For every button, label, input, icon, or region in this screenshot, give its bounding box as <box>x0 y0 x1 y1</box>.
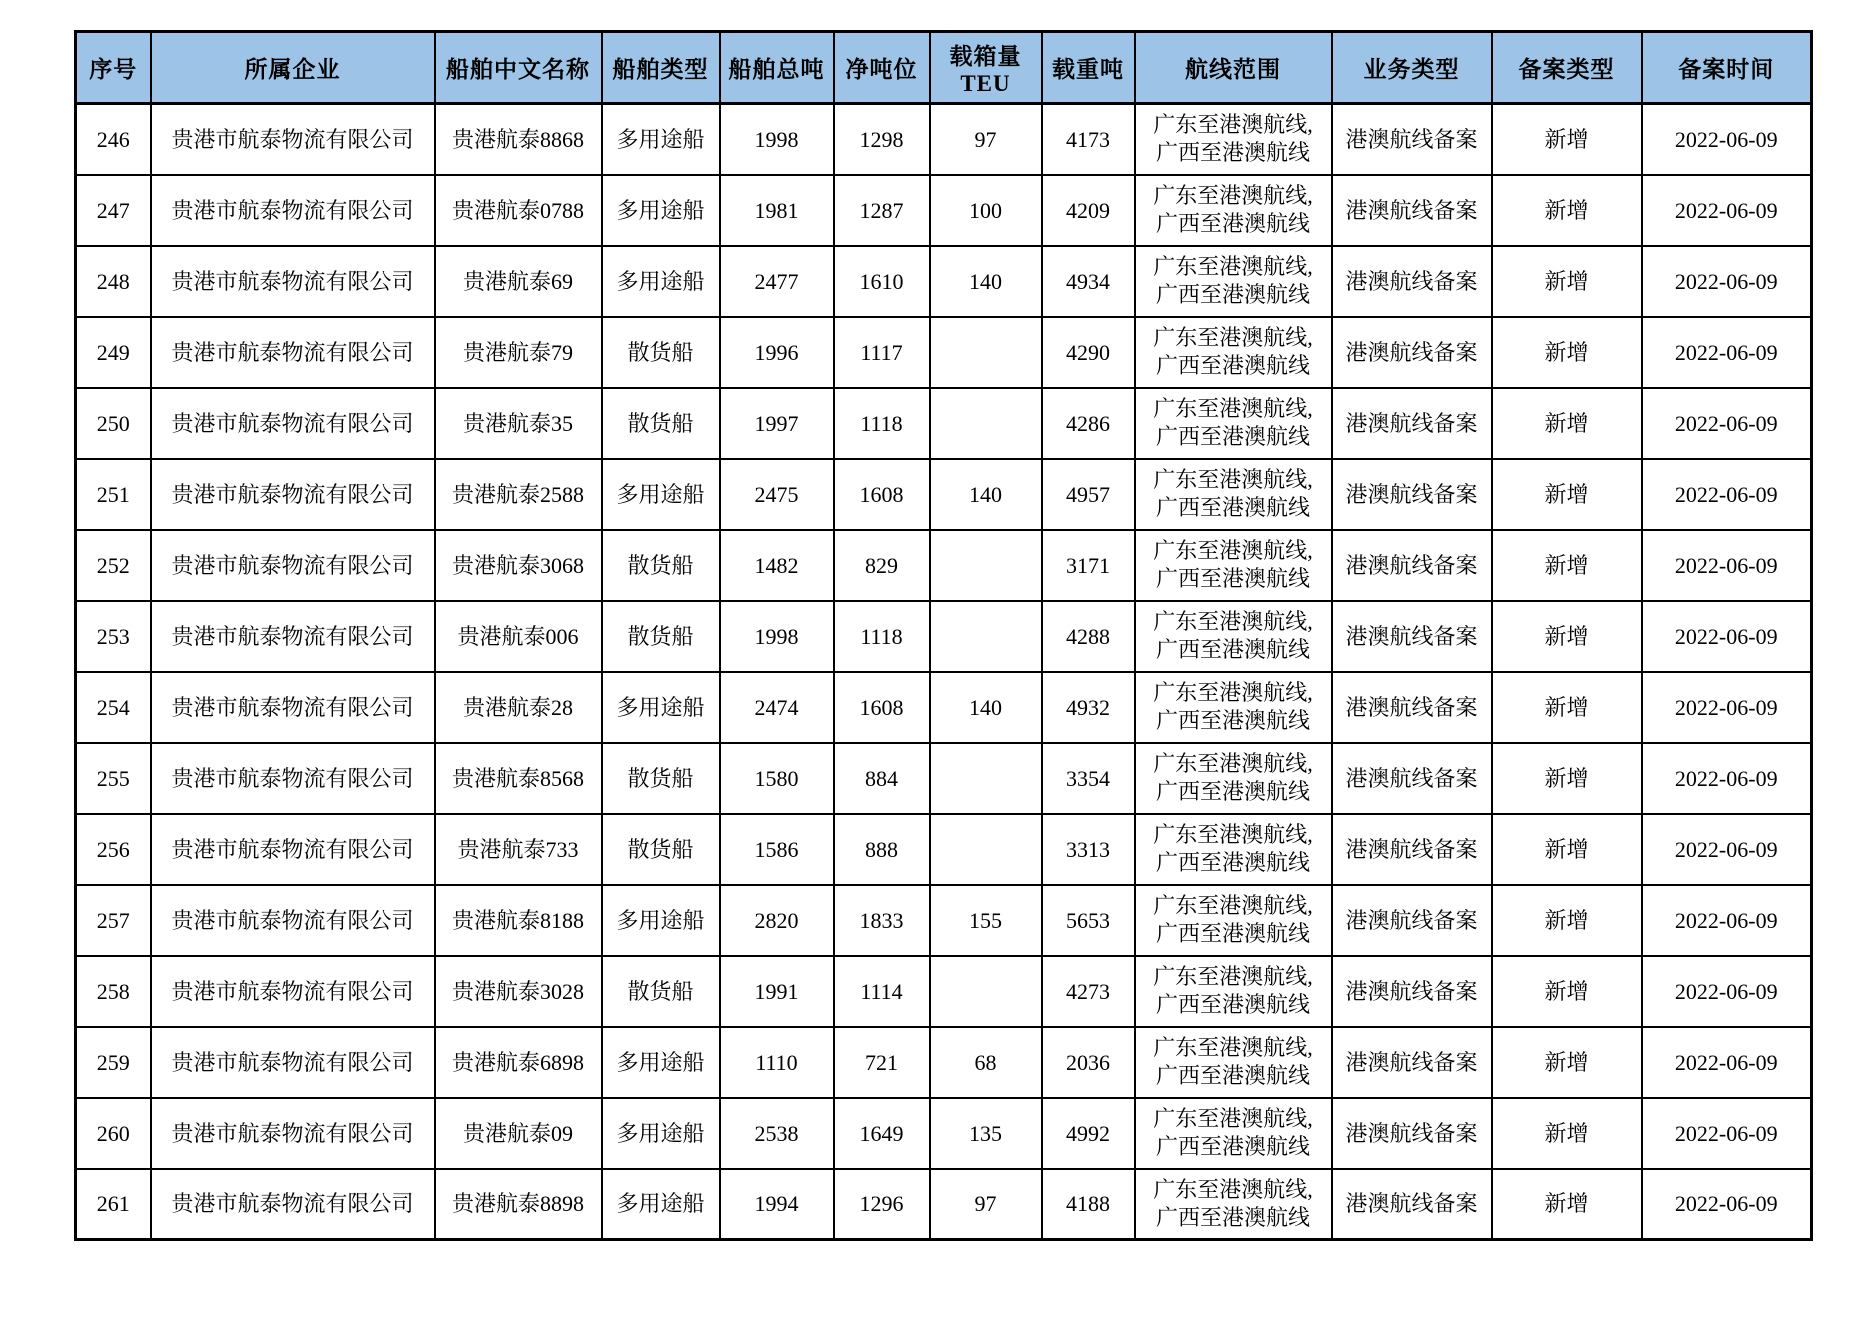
cell-seq: 248 <box>76 246 151 317</box>
cell-business-type: 港澳航线备案 <box>1332 814 1492 885</box>
route-line-2: 广西至港澳航线 <box>1155 921 1310 946</box>
cell-ship-type: 散货船 <box>602 317 720 388</box>
cell-ship-name: 贵港航泰3068 <box>435 530 602 601</box>
col-header-business-type: 业务类型 <box>1332 32 1492 104</box>
route-line-2: 广西至港澳航线 <box>1155 424 1310 449</box>
cell-deadweight: 4934 <box>1042 246 1135 317</box>
route-line-1: 广东至港澳航线, <box>1153 467 1313 492</box>
cell-filing-type: 新增 <box>1492 1027 1642 1098</box>
cell-ship-type: 多用途船 <box>602 175 720 246</box>
cell-filing-type: 新增 <box>1492 956 1642 1027</box>
cell-company: 贵港市航泰物流有限公司 <box>151 530 435 601</box>
table-row <box>76 1169 1812 1240</box>
cell-filing-type: 新增 <box>1492 601 1642 672</box>
cell-route <box>1135 246 1332 317</box>
ship-filing-table <box>74 30 1813 1241</box>
route-line-2: 广西至港澳航线 <box>1155 708 1310 733</box>
cell-company: 贵港市航泰物流有限公司 <box>151 1027 435 1098</box>
cell-filing-date: 2022-06-09 <box>1642 530 1812 601</box>
cell-route <box>1135 388 1332 459</box>
cell-net-tonnage: 1833 <box>834 885 930 956</box>
route-line-2: 广西至港澳航线 <box>1155 1134 1310 1159</box>
cell-deadweight: 4209 <box>1042 175 1135 246</box>
cell-business-type: 港澳航线备案 <box>1332 1169 1492 1240</box>
col-header-deadweight: 载重吨 <box>1042 32 1135 104</box>
cell-deadweight: 4188 <box>1042 1169 1135 1240</box>
cell-teu <box>930 317 1042 388</box>
cell-teu <box>930 530 1042 601</box>
route-line-1: 广东至港澳航线, <box>1153 751 1313 776</box>
cell-gross-tonnage: 1998 <box>720 104 834 175</box>
cell-route <box>1135 814 1332 885</box>
cell-route <box>1135 956 1332 1027</box>
cell-filing-type: 新增 <box>1492 672 1642 743</box>
cell-company: 贵港市航泰物流有限公司 <box>151 956 435 1027</box>
cell-filing-date: 2022-06-09 <box>1642 1169 1812 1240</box>
route-line-2: 广西至港澳航线 <box>1155 495 1310 520</box>
cell-gross-tonnage: 1482 <box>720 530 834 601</box>
table-row <box>76 459 1812 530</box>
cell-ship-name: 贵港航泰8568 <box>435 743 602 814</box>
route-line-2: 广西至港澳航线 <box>1155 211 1310 236</box>
table-row <box>76 601 1812 672</box>
route-line-2: 广西至港澳航线 <box>1155 1063 1310 1088</box>
cell-company: 贵港市航泰物流有限公司 <box>151 885 435 956</box>
route-line-1: 广东至港澳航线, <box>1153 396 1313 421</box>
route-line-2: 广西至港澳航线 <box>1155 140 1310 166</box>
cell-teu: 135 <box>930 1098 1042 1169</box>
cell-ship-type: 多用途船 <box>602 885 720 956</box>
cell-route <box>1135 530 1332 601</box>
cell-filing-date: 2022-06-09 <box>1642 885 1812 956</box>
route-line-2: 广西至港澳航线 <box>1155 566 1310 591</box>
cell-business-type: 港澳航线备案 <box>1332 175 1492 246</box>
cell-gross-tonnage: 2475 <box>720 459 834 530</box>
table-row <box>76 956 1812 1027</box>
cell-net-tonnage: 1610 <box>834 246 930 317</box>
cell-filing-type: 新增 <box>1492 530 1642 601</box>
col-header-filing-type: 备案类型 <box>1492 32 1642 104</box>
route-line-1: 广东至港澳航线, <box>1153 964 1313 989</box>
cell-filing-type: 新增 <box>1492 814 1642 885</box>
cell-gross-tonnage: 2538 <box>720 1098 834 1169</box>
cell-seq: 261 <box>76 1169 151 1240</box>
cell-seq: 255 <box>76 743 151 814</box>
route-line-2: 广西至港澳航线 <box>1155 779 1310 804</box>
cell-business-type: 港澳航线备案 <box>1332 1027 1492 1098</box>
cell-deadweight: 3171 <box>1042 530 1135 601</box>
cell-teu <box>930 814 1042 885</box>
route-line-1: 广东至港澳航线, <box>1153 1176 1313 1202</box>
cell-route <box>1135 317 1332 388</box>
cell-company: 贵港市航泰物流有限公司 <box>151 317 435 388</box>
cell-seq: 259 <box>76 1027 151 1098</box>
cell-ship-name: 贵港航泰3028 <box>435 956 602 1027</box>
cell-deadweight: 4957 <box>1042 459 1135 530</box>
cell-ship-type: 多用途船 <box>602 246 720 317</box>
route-line-1: 广东至港澳航线, <box>1153 680 1313 705</box>
route-line-1: 广东至港澳航线, <box>1153 893 1313 918</box>
cell-seq: 246 <box>76 104 151 175</box>
cell-filing-type: 新增 <box>1492 317 1642 388</box>
cell-filing-type: 新增 <box>1492 104 1642 175</box>
cell-company: 贵港市航泰物流有限公司 <box>151 814 435 885</box>
cell-ship-type: 散货船 <box>602 743 720 814</box>
col-header-seq: 序号 <box>76 32 151 104</box>
route-line-1: 广东至港澳航线, <box>1153 538 1313 563</box>
cell-deadweight: 3313 <box>1042 814 1135 885</box>
cell-deadweight: 4173 <box>1042 104 1135 175</box>
col-header-teu: 载箱量TEU <box>930 32 1042 104</box>
cell-teu: 140 <box>930 672 1042 743</box>
cell-company: 贵港市航泰物流有限公司 <box>151 1098 435 1169</box>
cell-deadweight: 4273 <box>1042 956 1135 1027</box>
cell-ship-type: 散货船 <box>602 956 720 1027</box>
cell-ship-name: 贵港航泰28 <box>435 672 602 743</box>
cell-deadweight: 4286 <box>1042 388 1135 459</box>
cell-business-type: 港澳航线备案 <box>1332 459 1492 530</box>
cell-filing-date: 2022-06-09 <box>1642 743 1812 814</box>
cell-company: 贵港市航泰物流有限公司 <box>151 1169 435 1240</box>
cell-route <box>1135 1098 1332 1169</box>
cell-business-type: 港澳航线备案 <box>1332 743 1492 814</box>
cell-deadweight: 5653 <box>1042 885 1135 956</box>
cell-seq: 260 <box>76 1098 151 1169</box>
cell-route <box>1135 459 1332 530</box>
cell-company: 贵港市航泰物流有限公司 <box>151 743 435 814</box>
cell-net-tonnage: 1608 <box>834 459 930 530</box>
cell-net-tonnage: 1117 <box>834 317 930 388</box>
cell-company: 贵港市航泰物流有限公司 <box>151 672 435 743</box>
cell-route <box>1135 104 1332 175</box>
cell-filing-date: 2022-06-09 <box>1642 388 1812 459</box>
cell-gross-tonnage: 1997 <box>720 388 834 459</box>
cell-filing-date: 2022-06-09 <box>1642 459 1812 530</box>
cell-seq: 251 <box>76 459 151 530</box>
cell-net-tonnage: 1298 <box>834 104 930 175</box>
route-line-1: 广东至港澳航线, <box>1153 609 1313 634</box>
col-header-company: 所属企业 <box>151 32 435 104</box>
cell-ship-type: 散货船 <box>602 601 720 672</box>
table-row <box>76 317 1812 388</box>
cell-seq: 252 <box>76 530 151 601</box>
cell-seq: 249 <box>76 317 151 388</box>
cell-ship-name: 贵港航泰79 <box>435 317 602 388</box>
cell-filing-type: 新增 <box>1492 246 1642 317</box>
cell-gross-tonnage: 1994 <box>720 1169 834 1240</box>
cell-company: 贵港市航泰物流有限公司 <box>151 104 435 175</box>
route-line-2: 广西至港澳航线 <box>1155 637 1310 662</box>
cell-seq: 258 <box>76 956 151 1027</box>
cell-teu: 100 <box>930 175 1042 246</box>
route-line-1: 广东至港澳航线, <box>1153 112 1313 138</box>
cell-filing-date: 2022-06-09 <box>1642 175 1812 246</box>
cell-teu <box>930 956 1042 1027</box>
cell-seq: 257 <box>76 885 151 956</box>
cell-gross-tonnage: 2474 <box>720 672 834 743</box>
cell-gross-tonnage: 1586 <box>720 814 834 885</box>
cell-ship-name: 贵港航泰006 <box>435 601 602 672</box>
cell-ship-name: 贵港航泰69 <box>435 246 602 317</box>
cell-net-tonnage: 1287 <box>834 175 930 246</box>
cell-filing-type: 新增 <box>1492 1169 1642 1240</box>
cell-company: 贵港市航泰物流有限公司 <box>151 459 435 530</box>
cell-business-type: 港澳航线备案 <box>1332 956 1492 1027</box>
cell-ship-type: 散货船 <box>602 388 720 459</box>
cell-filing-date: 2022-06-09 <box>1642 1098 1812 1169</box>
cell-teu: 140 <box>930 459 1042 530</box>
cell-business-type: 港澳航线备案 <box>1332 1098 1492 1169</box>
cell-ship-name: 贵港航泰2588 <box>435 459 602 530</box>
cell-deadweight: 4288 <box>1042 601 1135 672</box>
cell-teu: 140 <box>930 246 1042 317</box>
cell-business-type: 港澳航线备案 <box>1332 246 1492 317</box>
col-header-filing-date: 备案时间 <box>1642 32 1812 104</box>
cell-deadweight: 4932 <box>1042 672 1135 743</box>
col-header-net-tonnage: 净吨位 <box>834 32 930 104</box>
cell-seq: 250 <box>76 388 151 459</box>
cell-ship-type: 多用途船 <box>602 459 720 530</box>
cell-ship-name: 贵港航泰8188 <box>435 885 602 956</box>
col-header-ship-type: 船舶类型 <box>602 32 720 104</box>
cell-filing-type: 新增 <box>1492 175 1642 246</box>
cell-filing-type: 新增 <box>1492 459 1642 530</box>
route-line-2: 广西至港澳航线 <box>1155 1204 1310 1230</box>
cell-ship-type: 多用途船 <box>602 1027 720 1098</box>
cell-company: 贵港市航泰物流有限公司 <box>151 388 435 459</box>
cell-ship-type: 多用途船 <box>602 1098 720 1169</box>
cell-business-type: 港澳航线备案 <box>1332 601 1492 672</box>
cell-net-tonnage: 1118 <box>834 601 930 672</box>
cell-seq: 254 <box>76 672 151 743</box>
route-line-1: 广东至港澳航线, <box>1153 254 1313 279</box>
cell-ship-type: 多用途船 <box>602 1169 720 1240</box>
cell-route <box>1135 743 1332 814</box>
cell-seq: 247 <box>76 175 151 246</box>
route-line-1: 广东至港澳航线, <box>1153 325 1313 350</box>
cell-ship-name: 贵港航泰733 <box>435 814 602 885</box>
cell-filing-date: 2022-06-09 <box>1642 246 1812 317</box>
cell-filing-type: 新增 <box>1492 743 1642 814</box>
cell-company: 贵港市航泰物流有限公司 <box>151 246 435 317</box>
cell-ship-type: 散货船 <box>602 530 720 601</box>
cell-teu: 97 <box>930 104 1042 175</box>
cell-net-tonnage: 884 <box>834 743 930 814</box>
cell-business-type: 港澳航线备案 <box>1332 388 1492 459</box>
cell-net-tonnage: 1649 <box>834 1098 930 1169</box>
cell-gross-tonnage: 1580 <box>720 743 834 814</box>
cell-teu: 97 <box>930 1169 1042 1240</box>
table-row <box>76 246 1812 317</box>
cell-deadweight: 4290 <box>1042 317 1135 388</box>
cell-filing-type: 新增 <box>1492 1098 1642 1169</box>
route-line-1: 广东至港澳航线, <box>1153 1106 1313 1131</box>
route-line-1: 广东至港澳航线, <box>1153 1035 1313 1060</box>
col-header-gross-tonnage: 船舶总吨 <box>720 32 834 104</box>
table-row <box>76 814 1812 885</box>
cell-filing-date: 2022-06-09 <box>1642 1027 1812 1098</box>
cell-ship-name: 贵港航泰09 <box>435 1098 602 1169</box>
cell-teu <box>930 743 1042 814</box>
cell-route <box>1135 175 1332 246</box>
cell-gross-tonnage: 1996 <box>720 317 834 388</box>
cell-deadweight: 4992 <box>1042 1098 1135 1169</box>
cell-net-tonnage: 888 <box>834 814 930 885</box>
cell-seq: 253 <box>76 601 151 672</box>
cell-gross-tonnage: 1998 <box>720 601 834 672</box>
cell-filing-date: 2022-06-09 <box>1642 956 1812 1027</box>
cell-company: 贵港市航泰物流有限公司 <box>151 175 435 246</box>
table-body <box>76 104 1812 1240</box>
table-row <box>76 672 1812 743</box>
cell-ship-type: 多用途船 <box>602 672 720 743</box>
table-row <box>76 175 1812 246</box>
table-row <box>76 104 1812 175</box>
cell-filing-type: 新增 <box>1492 388 1642 459</box>
cell-net-tonnage: 1296 <box>834 1169 930 1240</box>
cell-ship-name: 贵港航泰35 <box>435 388 602 459</box>
cell-route <box>1135 1169 1332 1240</box>
cell-route <box>1135 885 1332 956</box>
cell-gross-tonnage: 2477 <box>720 246 834 317</box>
cell-filing-date: 2022-06-09 <box>1642 601 1812 672</box>
route-line-2: 广西至港澳航线 <box>1155 353 1310 378</box>
cell-deadweight: 3354 <box>1042 743 1135 814</box>
cell-gross-tonnage: 1981 <box>720 175 834 246</box>
col-header-ship-name: 船舶中文名称 <box>435 32 602 104</box>
cell-business-type: 港澳航线备案 <box>1332 104 1492 175</box>
cell-gross-tonnage: 1110 <box>720 1027 834 1098</box>
cell-ship-type: 散货船 <box>602 814 720 885</box>
table-header <box>76 32 1812 104</box>
cell-filing-date: 2022-06-09 <box>1642 317 1812 388</box>
table-row <box>76 885 1812 956</box>
cell-filing-type: 新增 <box>1492 885 1642 956</box>
cell-filing-date: 2022-06-09 <box>1642 814 1812 885</box>
route-line-2: 广西至港澳航线 <box>1155 282 1310 307</box>
table-row <box>76 388 1812 459</box>
cell-business-type: 港澳航线备案 <box>1332 672 1492 743</box>
cell-filing-date: 2022-06-09 <box>1642 672 1812 743</box>
cell-business-type: 港澳航线备案 <box>1332 885 1492 956</box>
cell-ship-type: 多用途船 <box>602 104 720 175</box>
cell-company: 贵港市航泰物流有限公司 <box>151 601 435 672</box>
cell-net-tonnage: 1118 <box>834 388 930 459</box>
cell-ship-name: 贵港航泰8898 <box>435 1169 602 1240</box>
cell-net-tonnage: 1608 <box>834 672 930 743</box>
cell-ship-name: 贵港航泰6898 <box>435 1027 602 1098</box>
cell-net-tonnage: 1114 <box>834 956 930 1027</box>
table-row <box>76 1098 1812 1169</box>
cell-teu <box>930 601 1042 672</box>
cell-ship-name: 贵港航泰8868 <box>435 104 602 175</box>
cell-gross-tonnage: 2820 <box>720 885 834 956</box>
cell-teu <box>930 388 1042 459</box>
cell-teu: 155 <box>930 885 1042 956</box>
cell-business-type: 港澳航线备案 <box>1332 317 1492 388</box>
cell-route <box>1135 601 1332 672</box>
cell-seq: 256 <box>76 814 151 885</box>
cell-business-type: 港澳航线备案 <box>1332 530 1492 601</box>
cell-net-tonnage: 721 <box>834 1027 930 1098</box>
route-line-1: 广东至港澳航线, <box>1153 183 1313 208</box>
cell-filing-date: 2022-06-09 <box>1642 104 1812 175</box>
header-row <box>76 32 1812 104</box>
cell-route <box>1135 672 1332 743</box>
cell-net-tonnage: 829 <box>834 530 930 601</box>
cell-ship-name: 贵港航泰0788 <box>435 175 602 246</box>
table-row <box>76 530 1812 601</box>
table-row <box>76 1027 1812 1098</box>
route-line-2: 广西至港澳航线 <box>1155 992 1310 1017</box>
table-row <box>76 743 1812 814</box>
cell-route <box>1135 1027 1332 1098</box>
cell-teu: 68 <box>930 1027 1042 1098</box>
route-line-2: 广西至港澳航线 <box>1155 850 1310 875</box>
route-line-1: 广东至港澳航线, <box>1153 822 1313 847</box>
cell-gross-tonnage: 1991 <box>720 956 834 1027</box>
cell-deadweight: 2036 <box>1042 1027 1135 1098</box>
col-header-route: 航线范围 <box>1135 32 1332 104</box>
